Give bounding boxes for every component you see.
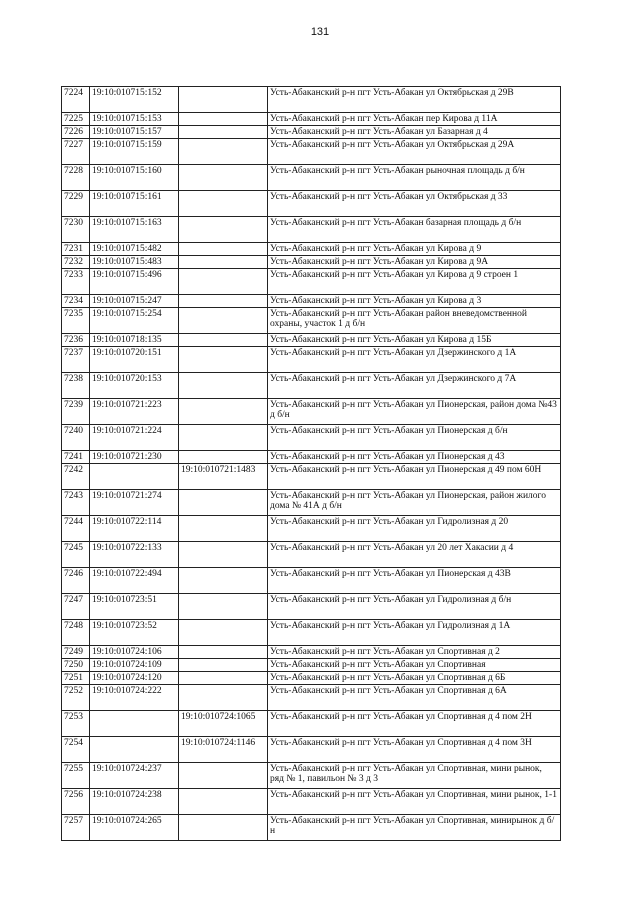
- register-table-body: [62, 87, 561, 841]
- table-row: [62, 87, 561, 113]
- premises-cadastral-number-cell: [179, 763, 268, 789]
- row-number-cell: 7255: [62, 763, 90, 789]
- address-cell: Усть-Абаканский р-н пгт Усть-Абакан ул Кирова д 9 строен 1: [268, 269, 561, 295]
- address-cell: Усть-Абаканский р-н пгт Усть-Абакан ул Октябрьская д 29В: [268, 87, 561, 113]
- address-cell: Усть-Абаканский р-н пгт Усть-Абакан ул Пионерская, район жилого дома № 41А д б/н: [268, 490, 561, 516]
- table-row: [62, 139, 561, 165]
- premises-cadastral-number-cell: [179, 659, 268, 672]
- table-row: [62, 568, 561, 594]
- address-cell: Усть-Абаканский р-н пгт Усть-Абакан ул Кирова д 3: [268, 295, 561, 308]
- premises-cadastral-number-cell: [179, 347, 268, 373]
- table-row: [62, 347, 561, 373]
- premises-cadastral-number-cell: 19:10:010724:1065: [179, 711, 268, 737]
- address-cell: Усть-Абаканский р-н пгт Усть-Абакан ул Спортивная д 2: [268, 646, 561, 659]
- address-cell: Усть-Абаканский р-н пгт Усть-Абакан ул Спортивная д 4 пом 2Н: [268, 711, 561, 737]
- premises-cadastral-number-cell: [179, 191, 268, 217]
- premises-cadastral-number-cell: [179, 815, 268, 841]
- address-cell: Усть-Абаканский р-н пгт Усть-Абакан ул Гидролизная д б/н: [268, 594, 561, 620]
- table-row: [62, 295, 561, 308]
- premises-cadastral-number-cell: [179, 451, 268, 464]
- cadastral-number-cell: [90, 737, 179, 763]
- premises-cadastral-number-cell: [179, 542, 268, 568]
- table-row: [62, 516, 561, 542]
- cadastral-number-cell: 19:10:010715:482: [90, 243, 179, 256]
- address-cell: Усть-Абаканский р-н пгт Усть-Абакан ул Дзержинского д 1А: [268, 347, 561, 373]
- row-number-cell: 7240: [62, 425, 90, 451]
- row-number-cell: 7246: [62, 568, 90, 594]
- cadastral-number-cell: 19:10:010724:106: [90, 646, 179, 659]
- premises-cadastral-number-cell: [179, 373, 268, 399]
- row-number-cell: 7232: [62, 256, 90, 269]
- row-number-cell: 7233: [62, 269, 90, 295]
- row-number-cell: 7247: [62, 594, 90, 620]
- premises-cadastral-number-cell: [179, 646, 268, 659]
- premises-cadastral-number-cell: [179, 685, 268, 711]
- cadastral-number-cell: 19:10:010721:274: [90, 490, 179, 516]
- table-row: [62, 685, 561, 711]
- table-row: [62, 815, 561, 841]
- premises-cadastral-number-cell: [179, 516, 268, 542]
- premises-cadastral-number-cell: [179, 269, 268, 295]
- cadastral-number-cell: 19:10:010715:161: [90, 191, 179, 217]
- table-row: [62, 373, 561, 399]
- row-number-cell: 7253: [62, 711, 90, 737]
- premises-cadastral-number-cell: [179, 399, 268, 425]
- cadastral-number-cell: 19:10:010724:238: [90, 789, 179, 815]
- premises-cadastral-number-cell: [179, 126, 268, 139]
- table-row: [62, 256, 561, 269]
- address-cell: Усть-Абаканский р-н пгт Усть-Абакан ул Октябрьская д 33: [268, 191, 561, 217]
- cadastral-number-cell: 19:10:010715:254: [90, 308, 179, 334]
- cadastral-number-cell: 19:10:010715:496: [90, 269, 179, 295]
- table-row: [62, 191, 561, 217]
- row-number-cell: 7257: [62, 815, 90, 841]
- premises-cadastral-number-cell: [179, 594, 268, 620]
- address-cell: Усть-Абаканский р-н пгт Усть-Абакан ул Спортивная д 4 пом 3Н: [268, 737, 561, 763]
- premises-cadastral-number-cell: [179, 295, 268, 308]
- cadastral-number-cell: 19:10:010721:223: [90, 399, 179, 425]
- address-cell: Усть-Абаканский р-н пгт Усть-Абакан ул Спортивная: [268, 659, 561, 672]
- address-cell: Усть-Абаканский р-н пгт Усть-Абакан ул Спортивная д 6Б: [268, 672, 561, 685]
- premises-cadastral-number-cell: [179, 620, 268, 646]
- address-cell: Усть-Абаканский р-н пгт Усть-Абакан ул Дзержинского д 7А: [268, 373, 561, 399]
- cadastral-number-cell: 19:10:010721:224: [90, 425, 179, 451]
- address-cell: Усть-Абаканский р-н пгт Усть-Абакан ул 20 лет Хакасии д 4: [268, 542, 561, 568]
- premises-cadastral-number-cell: [179, 217, 268, 243]
- cadastral-number-cell: 19:10:010723:52: [90, 620, 179, 646]
- address-cell: Усть-Абаканский р-н пгт Усть-Абакан ул Спортивная, минирынок д б/н: [268, 815, 561, 841]
- cadastral-number-cell: 19:10:010724:237: [90, 763, 179, 789]
- table-row: [62, 113, 561, 126]
- table-row: [62, 672, 561, 685]
- row-number-cell: 7234: [62, 295, 90, 308]
- row-number-cell: 7244: [62, 516, 90, 542]
- cadastral-number-cell: 19:10:010715:152: [90, 87, 179, 113]
- table-row: [62, 464, 561, 490]
- premises-cadastral-number-cell: [179, 139, 268, 165]
- cadastral-number-cell: 19:10:010722:133: [90, 542, 179, 568]
- premises-cadastral-number-cell: [179, 87, 268, 113]
- address-cell: Усть-Абаканский р-н пгт Усть-Абакан рыночная площадь д б/н: [268, 165, 561, 191]
- row-number-cell: 7248: [62, 620, 90, 646]
- address-cell: Усть-Абаканский р-н пгт Усть-Абакан ул Пионерская д 49 пом 60Н: [268, 464, 561, 490]
- table-row: [62, 646, 561, 659]
- row-number-cell: 7224: [62, 87, 90, 113]
- cadastral-number-cell: 19:10:010724:120: [90, 672, 179, 685]
- table-row: [62, 451, 561, 464]
- row-number-cell: 7245: [62, 542, 90, 568]
- address-cell: Усть-Абаканский р-н пгт Усть-Абакан пер Кирова д 11А: [268, 113, 561, 126]
- cadastral-number-cell: 19:10:010715:483: [90, 256, 179, 269]
- row-number-cell: 7227: [62, 139, 90, 165]
- table-row: [62, 711, 561, 737]
- address-cell: Усть-Абаканский р-н пгт Усть-Абакан ул Спортивная, мини рынок, ряд № 1, павильон № 3 д 3: [268, 763, 561, 789]
- address-cell: Усть-Абаканский р-н пгт Усть-Абакан ул Октябрьская д 29А: [268, 139, 561, 165]
- premises-cadastral-number-cell: [179, 334, 268, 347]
- address-cell: Усть-Абаканский р-н пгт Усть-Абакан ул Базарная д 4: [268, 126, 561, 139]
- premises-cadastral-number-cell: [179, 113, 268, 126]
- cadastral-number-cell: 19:10:010722:114: [90, 516, 179, 542]
- row-number-cell: 7251: [62, 672, 90, 685]
- row-number-cell: 7230: [62, 217, 90, 243]
- cadastral-number-cell: 19:10:010715:160: [90, 165, 179, 191]
- address-cell: Усть-Абаканский р-н пгт Усть-Абакан ул Пионерская д б/н: [268, 425, 561, 451]
- cadastral-number-cell: 19:10:010715:247: [90, 295, 179, 308]
- premises-cadastral-number-cell: [179, 425, 268, 451]
- address-cell: Усть-Абаканский р-н пгт Усть-Абакан ул Пионерская д 43: [268, 451, 561, 464]
- table-row: [62, 217, 561, 243]
- cadastral-number-cell: 19:10:010715:157: [90, 126, 179, 139]
- premises-cadastral-number-cell: [179, 165, 268, 191]
- premises-cadastral-number-cell: [179, 490, 268, 516]
- register-table: [61, 86, 561, 841]
- row-number-cell: 7254: [62, 737, 90, 763]
- cadastral-number-cell: 19:10:010724:109: [90, 659, 179, 672]
- row-number-cell: 7231: [62, 243, 90, 256]
- cadastral-number-cell: 19:10:010718:135: [90, 334, 179, 347]
- address-cell: Усть-Абаканский р-н пгт Усть-Абакан ул Спортивная д 6А: [268, 685, 561, 711]
- address-cell: Усть-Абаканский р-н пгт Усть-Абакан ул Спортивная, мини рынок, 1-1: [268, 789, 561, 815]
- cadastral-number-cell: 19:10:010715:159: [90, 139, 179, 165]
- row-number-cell: 7229: [62, 191, 90, 217]
- premises-cadastral-number-cell: [179, 308, 268, 334]
- cadastral-number-cell: 19:10:010723:51: [90, 594, 179, 620]
- row-number-cell: 7256: [62, 789, 90, 815]
- premises-cadastral-number-cell: 19:10:010721:1483: [179, 464, 268, 490]
- address-cell: Усть-Абаканский р-н пгт Усть-Абакан ул Гидролизная д 20: [268, 516, 561, 542]
- cadastral-number-cell: 19:10:010722:494: [90, 568, 179, 594]
- table-row: [62, 659, 561, 672]
- table-row: [62, 594, 561, 620]
- row-number-cell: 7241: [62, 451, 90, 464]
- cadastral-number-cell: 19:10:010715:153: [90, 113, 179, 126]
- row-number-cell: 7249: [62, 646, 90, 659]
- cadastral-number-cell: 19:10:010715:163: [90, 217, 179, 243]
- table-row: [62, 334, 561, 347]
- address-cell: Усть-Абаканский р-н пгт Усть-Абакан ул Кирова д 9А: [268, 256, 561, 269]
- row-number-cell: 7226: [62, 126, 90, 139]
- table-row: [62, 763, 561, 789]
- cadastral-number-cell: 19:10:010720:151: [90, 347, 179, 373]
- cadastral-number-cell: 19:10:010724:222: [90, 685, 179, 711]
- row-number-cell: 7238: [62, 373, 90, 399]
- address-cell: Усть-Абаканский р-н пгт Усть-Абакан ул Кирова д 15Б: [268, 334, 561, 347]
- row-number-cell: 7236: [62, 334, 90, 347]
- row-number-cell: 7228: [62, 165, 90, 191]
- address-cell: Усть-Абаканский р-н пгт Усть-Абакан район вневедомственной охраны, участок 1 д б/н: [268, 308, 561, 334]
- row-number-cell: 7243: [62, 490, 90, 516]
- premises-cadastral-number-cell: [179, 243, 268, 256]
- cadastral-number-cell: [90, 464, 179, 490]
- cadastral-number-cell: 19:10:010724:265: [90, 815, 179, 841]
- table-row: [62, 542, 561, 568]
- table-row: [62, 269, 561, 295]
- table-row: [62, 789, 561, 815]
- table-row: [62, 126, 561, 139]
- table-row: [62, 308, 561, 334]
- address-cell: Усть-Абаканский р-н пгт Усть-Абакан ул Гидролизная д 1А: [268, 620, 561, 646]
- table-row: [62, 620, 561, 646]
- address-cell: Усть-Абаканский р-н пгт Усть-Абакан ул Кирова д 9: [268, 243, 561, 256]
- row-number-cell: 7237: [62, 347, 90, 373]
- row-number-cell: 7235: [62, 308, 90, 334]
- cadastral-number-cell: 19:10:010720:153: [90, 373, 179, 399]
- premises-cadastral-number-cell: 19:10:010724:1146: [179, 737, 268, 763]
- table-row: [62, 243, 561, 256]
- row-number-cell: 7250: [62, 659, 90, 672]
- premises-cadastral-number-cell: [179, 256, 268, 269]
- table-row: [62, 165, 561, 191]
- row-number-cell: 7239: [62, 399, 90, 425]
- address-cell: Усть-Абаканский р-н пгт Усть-Абакан ул Пионерская, район дома №43 д б/н: [268, 399, 561, 425]
- page-number: 131: [310, 26, 330, 38]
- table-row: [62, 737, 561, 763]
- premises-cadastral-number-cell: [179, 789, 268, 815]
- row-number-cell: 7242: [62, 464, 90, 490]
- premises-cadastral-number-cell: [179, 672, 268, 685]
- premises-cadastral-number-cell: [179, 568, 268, 594]
- row-number-cell: 7225: [62, 113, 90, 126]
- cadastral-number-cell: [90, 711, 179, 737]
- cadastral-number-cell: 19:10:010721:230: [90, 451, 179, 464]
- table-row: [62, 490, 561, 516]
- address-cell: Усть-Абаканский р-н пгт Усть-Абакан базарная площадь д б/н: [268, 217, 561, 243]
- row-number-cell: 7252: [62, 685, 90, 711]
- table-row: [62, 399, 561, 425]
- table-row: [62, 425, 561, 451]
- address-cell: Усть-Абаканский р-н пгт Усть-Абакан ул Пионерская д 43В: [268, 568, 561, 594]
